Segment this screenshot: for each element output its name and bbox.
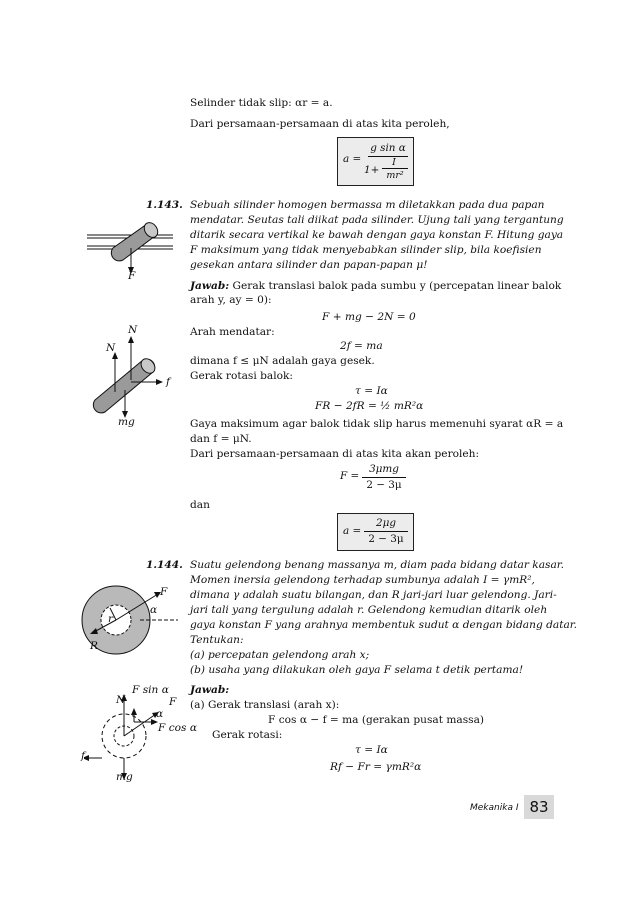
- equation: τ = Iα: [355, 385, 388, 397]
- equation: FR − 2fR = ½ mR²α: [315, 400, 424, 412]
- text-line: dan f = μN.: [190, 433, 252, 445]
- statement-line: gesekan antara silinder dan papan-papan μ!: [190, 259, 428, 271]
- eq-lhs: F =: [340, 470, 360, 482]
- force-label-mg: mg: [116, 771, 133, 783]
- radius-label-r: r: [108, 613, 114, 625]
- equation: 2f = ma: [340, 340, 383, 352]
- page-number: 83: [524, 795, 554, 819]
- text-line: Dari persamaan-persamaan di atas kita akan peroleh:: [190, 448, 480, 460]
- answer-text: Gerak translasi balok pada sumbu y (percepatan linear balok: [229, 280, 562, 292]
- force-label-F: F: [128, 270, 136, 282]
- statement-line: Momen inersia gelendong terhadap sumbunya adalah I = γmR²,: [190, 574, 535, 586]
- statement-line: ditarik secara vertikal ke bawah dengan gaya konstan F. Hitung gaya: [190, 229, 564, 241]
- text-line: Gerak rotasi balok:: [190, 370, 293, 382]
- statement-line: (b) usaha yang dilakukan oleh gaya F selama t detik pertama!: [190, 664, 524, 676]
- angle-label-alpha: α: [150, 604, 158, 616]
- eq-lhs: a =: [343, 525, 362, 537]
- force-label-N: N: [106, 342, 116, 354]
- result-box: [337, 137, 414, 186]
- problem-number: 1.144.: [146, 559, 183, 571]
- problem-number: 1.143.: [146, 199, 183, 211]
- answer-line: arah y, ay = 0):: [190, 294, 272, 306]
- eq-den-part: 1+: [364, 164, 380, 176]
- text-line: Gaya maksimum agar balok tidak slip harus memenuhi syarat αR = a: [190, 418, 564, 430]
- eq-numerator: 3μmg: [369, 463, 399, 475]
- eq-lhs: a =: [343, 153, 362, 165]
- result-box: [337, 513, 414, 551]
- statement-line: mendatar. Seutas tali diikat pada silinder. Ujung tali yang tergantung: [190, 214, 564, 226]
- statement-line: dimana γ adalah suatu bilangan, dan R jari-jari luar gelendong. Jari-: [190, 589, 557, 601]
- force-label-F: F: [169, 696, 177, 708]
- equation: τ = Iα: [355, 744, 388, 756]
- statement-line: Tentukan:: [190, 634, 244, 646]
- equation: F cos α − f = ma (gerakan pusat massa): [268, 714, 485, 726]
- force-label-Fsin: F sin α: [132, 684, 169, 696]
- text-line: Selinder tidak slip: αr = a.: [190, 97, 333, 109]
- statement-line: Suatu gelendong benang massanya m, diam pada bidang datar kasar.: [190, 559, 565, 571]
- eq-den-den: mr²: [386, 170, 404, 181]
- answer-label: Jawab:: [190, 684, 230, 696]
- text-line: Dari persamaan-persamaan di atas kita peroleh,: [190, 118, 450, 130]
- statement-line: Sebuah silinder homogen bermassa m diletakkan pada dua papan: [190, 199, 545, 211]
- force-label-f: f: [166, 376, 170, 388]
- text-line: dan: [190, 499, 210, 511]
- text-line: (a) Gerak translasi (arah x):: [190, 699, 340, 711]
- radius-label-R: R: [90, 640, 98, 652]
- statement-line: F maksimum yang tidak menyebabkan silinder slip, bila koefisien: [190, 244, 542, 256]
- force-label-mg: mg: [118, 416, 135, 428]
- text-line: dimana f ≤ μN adalah gaya gesek.: [190, 355, 375, 367]
- answer-line: [190, 280, 561, 293]
- eq-den-num: I: [392, 157, 396, 168]
- eq-denominator: 2 − 3μ: [366, 479, 402, 491]
- force-label-N: N: [116, 694, 126, 706]
- fraction-line: [362, 477, 406, 478]
- footer-book-title: Mekanika I: [470, 803, 519, 813]
- eq-numerator: 2μg: [375, 517, 396, 529]
- fraction-line: [364, 531, 408, 532]
- force-label-f: f: [81, 750, 85, 762]
- force-label-Fcos: F cos α: [158, 722, 197, 734]
- text-line: Gerak rotasi:: [212, 729, 283, 741]
- eq-numerator: g sin α: [370, 142, 406, 154]
- equation: F + mg − 2N = 0: [322, 311, 416, 323]
- force-label-N: N: [128, 324, 138, 336]
- answer-label: Jawab:: [190, 280, 230, 292]
- text-line: Arah mendatar:: [190, 326, 275, 338]
- angle-label-alpha: α: [156, 708, 164, 720]
- statement-line: (a) percepatan gelendong arah x;: [190, 649, 370, 661]
- statement-line: gaya konstan F yang arahnya membentuk sudut α dengan bidang datar.: [190, 619, 578, 631]
- statement-line: jari tali yang tergulung adalah r. Gelendong kemudian ditarik oleh: [190, 604, 548, 616]
- equation: Rf − Fr = γmR²α: [330, 761, 422, 773]
- force-label-F: F: [160, 586, 168, 598]
- fraction-line: [382, 168, 408, 169]
- eq-denominator: 2 − 3μ: [368, 533, 404, 545]
